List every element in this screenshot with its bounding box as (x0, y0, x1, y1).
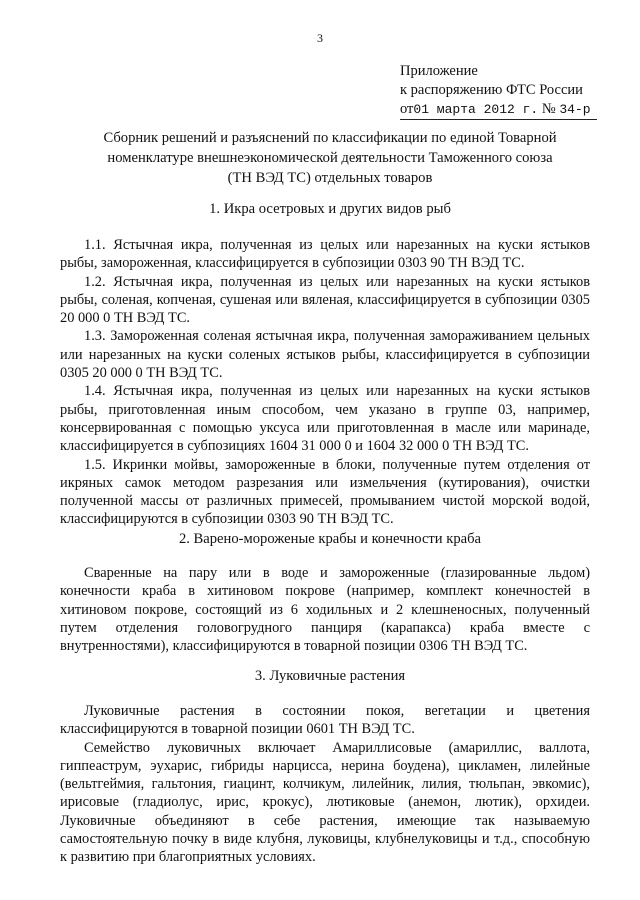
section-heading-3: 3. Луковичные растения (254, 668, 406, 684)
document-title (60, 128, 600, 188)
number-label: № (541, 101, 556, 117)
appendix-title: Приложение (400, 63, 478, 79)
title-line-3: (ТН ВЭД ТС) отдельных товаров (227, 170, 433, 186)
paragraph-3-1: Луковичные растения в состоянии покоя, вегетации и цветения классифицируются в товарной позиции 0601 ТН ВЭД ТС. (60, 703, 590, 738)
appendix-order-ref: к распоряжению ФТС России (400, 82, 583, 98)
section-body-1 (60, 236, 590, 529)
paragraph-1-2: 1.2. Ястычная икра, полученная из целых или нарезанных на куски ястыков рыбы, соленая, копченая, сушеная или вяленая, классифицируется в субпозиции 0305 20 000 0 ТН ВЭД ТС. (60, 273, 590, 327)
date-prefix: от (400, 101, 414, 117)
title-line-2: номенклатуре внешнеэкономической деятельности Таможенного союза (107, 150, 553, 166)
appendix-date-line (400, 100, 597, 120)
order-number: 34-р (559, 102, 591, 117)
title-line-1: Сборник решений и разъяснений по классификации по единой Товарной (103, 130, 557, 146)
appendix-header (400, 62, 630, 120)
paragraph-2-1: Сваренные на пару или в воде и замороженные (глазированные льдом) конечности краба в хитиновом покрове (например, комплект конечностей в хитиновом покрове, состоящий из 6 ходильных и 2 клешненосных, полученный путем отделения головогрудного панциря (карапакса) краба вместе с внутренностями), классифицируются в товарной позиции 0306 ТН ВЭД ТС. (60, 565, 590, 655)
section-body-3 (60, 702, 590, 867)
section-heading-2: 2. Варено-мороженые крабы и конечности краба (178, 531, 482, 547)
paragraph-1-3: 1.3. Замороженная соленая ястычная икра, полученная замораживанием цельных или нарезанных на куски соленых ястыков рыбы, классифицируется в субпозиции 0305 20 000 0 ТН ВЭД ТС. (60, 328, 590, 382)
paragraph-3-2: Семейство луковичных включает Амариллисовые (амариллис, валлота, гиппеаструм, эухарис, гибриды нарцисса, нерина боудена), цикламен, лилейные (вельтгеймия, гальтония, гиацинт, колчикум, лилейник, лилия, тюльпан, эвкомис), ирисовые (гладиолус, ирис, крокус), лютиковые (анемон, лютик), орхидеи. Луковичные объединяют в себе растения, имеющие так называемую самостоятельную почку в виде клубня, луковицы, клубнелуковицы и т.д., способную к развитию при благоприятных условиях. (60, 739, 590, 866)
paragraph-1-1: 1.1. Ястычная икра, полученная из целых или нарезанных на куски ястыков рыбы, замороженная, классифицируется в субпозиции 0303 90 ТН ВЭД ТС. (60, 237, 590, 272)
section-heading-1: 1. Икра осетровых и других видов рыб (209, 201, 451, 217)
paragraph-1-4: 1.4. Ястычная икра, полученная из целых или нарезанных на куски ястыков рыбы, приготовленная иным способом, чем указано в группе 03, например, консервированная с помощью уксуса или приготовленная в масле или маринаде, классифицируется в субпозициях 1604 31 000 0 и 1604 32 000 0 ТН ВЭД ТС. (60, 383, 590, 455)
page-number: 3 (317, 31, 323, 45)
paragraph-1-5: 1.5. Икринки мойвы, замороженные в блоки, полученные путем отделения от икряных самок методом разрезания или измельчения (кутирования), очистки полученной массы от различных примесей, промыванием чистой морской водой, классифицируются в субпозиции 0303 90 ТН ВЭД ТС. (60, 456, 590, 528)
order-date: 01 марта 2012 г. (413, 102, 539, 117)
section-body-2 (60, 564, 590, 655)
